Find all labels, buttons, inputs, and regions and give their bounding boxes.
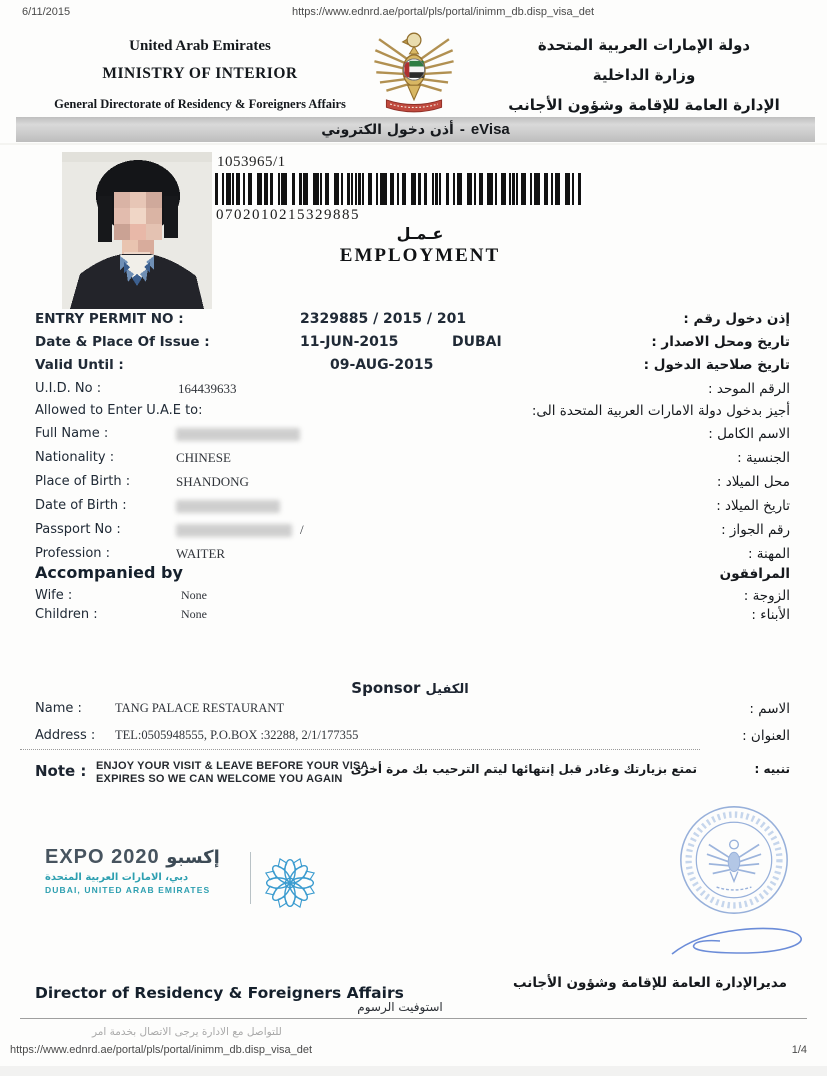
field-row-sponsor-name bbox=[0, 701, 827, 723]
note-text bbox=[96, 760, 369, 786]
director-title-ar: مديرالإدارة العامة للإقامة وشؤون الأجانب bbox=[513, 975, 787, 991]
contact-note-ar: للتواصل مع الادارة يرجى الاتصال بخدمة امر bbox=[92, 1026, 282, 1038]
footer-page-number: 1/4 bbox=[791, 1044, 807, 1056]
directorate-title: General Directorate of Residency & Foreigners Affairs bbox=[54, 97, 346, 111]
ministry-title-ar: وزارة الداخلية bbox=[592, 66, 696, 84]
field-label-ar: إذن دخول رقم : bbox=[683, 311, 790, 327]
print-date: 6/11/2015 bbox=[22, 6, 71, 18]
field-value: TEL:0505948555, P.O.BOX :32288, 2/1/177355 bbox=[115, 728, 359, 742]
field-row-nationality bbox=[0, 450, 827, 472]
field-row-full-name bbox=[0, 426, 827, 448]
field-label-ar: الجنسية : bbox=[737, 450, 790, 466]
note-divider bbox=[20, 749, 700, 750]
field-row-valid-until bbox=[0, 357, 827, 379]
handwritten-signature-icon bbox=[668, 920, 808, 968]
field-label-ar: الأبناء : bbox=[751, 607, 790, 623]
field-label-ar: المهنة : bbox=[747, 546, 790, 562]
field-label: Profession : bbox=[35, 546, 111, 561]
accompanied-by-heading-row bbox=[0, 563, 827, 587]
field-value: CHINESE bbox=[176, 450, 231, 465]
field-value: None bbox=[181, 588, 207, 602]
applicant-photo bbox=[62, 152, 212, 313]
field-value: SHANDONG bbox=[176, 474, 249, 489]
footer-divider bbox=[20, 1018, 807, 1019]
field-value-suffix: / bbox=[300, 522, 304, 537]
sponsor-heading-ar: الكفيل bbox=[425, 682, 469, 697]
banner-title-arabic: أذن دخول الكتروني bbox=[321, 121, 454, 138]
accompanied-by-heading-ar: المرافقون bbox=[719, 566, 790, 582]
field-label: Valid Until : bbox=[35, 357, 124, 373]
field-label: Nationality : bbox=[35, 450, 115, 465]
field-row-date-of-birth bbox=[0, 498, 827, 520]
barcode-number: 0702010215329885 bbox=[216, 207, 360, 223]
letterhead-english bbox=[30, 38, 370, 112]
sponsor-heading-row bbox=[280, 678, 540, 697]
field-label-ar: تاريخ الميلاد : bbox=[716, 498, 790, 514]
expo-title-ar: إكسبو bbox=[166, 847, 220, 868]
director-title: Director of Residency & Foreigners Affairs bbox=[35, 984, 404, 1002]
field-label: Address : bbox=[35, 728, 96, 743]
field-label-ar: الرقم الموحد : bbox=[708, 381, 790, 397]
field-label: Children : bbox=[35, 607, 98, 622]
fees-collected-ar: استوفيت الرسوم bbox=[357, 1000, 443, 1014]
directorate-title-ar: الإدارة العامة للإقامة وشؤون الأجانب bbox=[508, 96, 780, 114]
field-label: Place of Birth : bbox=[35, 474, 131, 489]
letterhead-arabic bbox=[489, 36, 799, 114]
field-label: Full Name : bbox=[35, 426, 109, 441]
redacted-date-of-birth bbox=[176, 500, 280, 513]
field-value: None bbox=[181, 607, 207, 621]
field-row-uid bbox=[0, 381, 827, 403]
field-label: U.I.D. No : bbox=[35, 381, 102, 396]
field-row-place-of-birth bbox=[0, 474, 827, 496]
banner-separator: - bbox=[459, 121, 465, 138]
field-value: 164439633 bbox=[178, 381, 237, 396]
field-value: WAITER bbox=[176, 546, 226, 561]
banner-title-english: eVisa bbox=[470, 121, 510, 138]
note-label: Note : bbox=[35, 762, 87, 780]
country-title-ar: دولة الإمارات العربية المتحدة bbox=[537, 36, 751, 54]
field-label-ar: تاريخ ومحل الاصدار : bbox=[651, 334, 790, 350]
field-value: 11-JUN-2015 bbox=[300, 334, 399, 350]
field-row-allowed-to-enter bbox=[0, 403, 827, 425]
field-label: Passport No : bbox=[35, 522, 121, 537]
country-title: United Arab Emirates bbox=[129, 38, 271, 54]
field-label-ar: الزوجة : bbox=[743, 588, 790, 604]
expo-subtitle-en: DUBAI, UNITED ARAB EMIRATES bbox=[45, 885, 211, 895]
footer-url: https://www.ednrd.ae/portal/pls/portal/inimm_db.disp_visa_det bbox=[10, 1044, 313, 1056]
sponsor-heading: Sponsor bbox=[351, 679, 421, 697]
field-row-entry-permit bbox=[0, 311, 827, 333]
permit-serial-number: 1053965/1 bbox=[217, 154, 286, 170]
field-row-passport bbox=[0, 522, 827, 544]
field-label: Name : bbox=[35, 701, 82, 716]
field-label: ENTRY PERMIT NO : bbox=[35, 311, 184, 327]
field-row-issue bbox=[0, 334, 827, 356]
field-label-ar: تاريخ صلاحية الدخول : bbox=[643, 357, 790, 373]
field-row-children bbox=[0, 607, 827, 629]
accompanied-by-heading: Accompanied by bbox=[35, 563, 183, 582]
redacted-passport-no bbox=[176, 524, 292, 537]
expo-subtitle-ar: دبي، الامارات العربية المتحدة bbox=[45, 872, 189, 883]
field-label-ar: رقم الجواز : bbox=[721, 522, 790, 538]
field-label-ar: العنوان : bbox=[742, 728, 790, 744]
field-label: Date of Birth : bbox=[35, 498, 127, 513]
field-value: TANG PALACE RESTAURANT bbox=[115, 701, 285, 715]
field-label-ar: أجيز بدخول دولة الامارات العربية المتحدة الى: bbox=[531, 403, 790, 419]
official-round-stamp-icon bbox=[676, 802, 792, 922]
field-value: 09-AUG-2015 bbox=[330, 357, 434, 373]
uae-falcon-emblem-icon bbox=[368, 26, 460, 118]
redacted-full-name bbox=[176, 428, 300, 441]
expo-title-en: EXPO 2020 bbox=[45, 846, 160, 868]
field-label: Allowed to Enter U.A.E to: bbox=[35, 403, 203, 418]
field-label-ar: الاسم الكامل : bbox=[708, 426, 790, 442]
field-label-ar: محل الميلاد : bbox=[716, 474, 790, 490]
field-label-ar: الاسم : bbox=[749, 701, 790, 717]
print-url: https://www.ednrd.ae/portal/pls/portal/inimm_db.disp_visa_det bbox=[292, 6, 595, 18]
note-text-line2: EXPIRES SO WE CAN WELCOME YOU AGAIN bbox=[96, 773, 343, 785]
evisa-title-banner bbox=[16, 117, 815, 142]
visa-type-english: EMPLOYMENT bbox=[339, 245, 501, 266]
scan-streak bbox=[0, 143, 827, 145]
field-value-place: DUBAI bbox=[452, 334, 502, 350]
field-row-sponsor-address bbox=[0, 728, 827, 750]
field-value: 2329885 / 2015 / 201 bbox=[300, 311, 467, 327]
visa-type-arabic: عـمـل bbox=[396, 224, 444, 243]
field-label: Date & Place Of Issue : bbox=[35, 334, 210, 350]
note-label-ar: تنبيه : bbox=[754, 762, 790, 776]
note-text-line1: ENJOY YOUR VISIT & LEAVE BEFORE YOUR VISA bbox=[96, 760, 369, 772]
ministry-title: MINISTRY OF INTERIOR bbox=[102, 65, 298, 82]
expo-rosette-icon bbox=[190, 855, 318, 915]
barcode bbox=[215, 173, 585, 205]
note-text-ar: تمتع بزيارتك وغادر قبل إنتهائها ليتم الترحيب بك مرة أخرى bbox=[350, 762, 697, 776]
field-label: Wife : bbox=[35, 588, 73, 603]
scan-edge bbox=[0, 1066, 827, 1076]
